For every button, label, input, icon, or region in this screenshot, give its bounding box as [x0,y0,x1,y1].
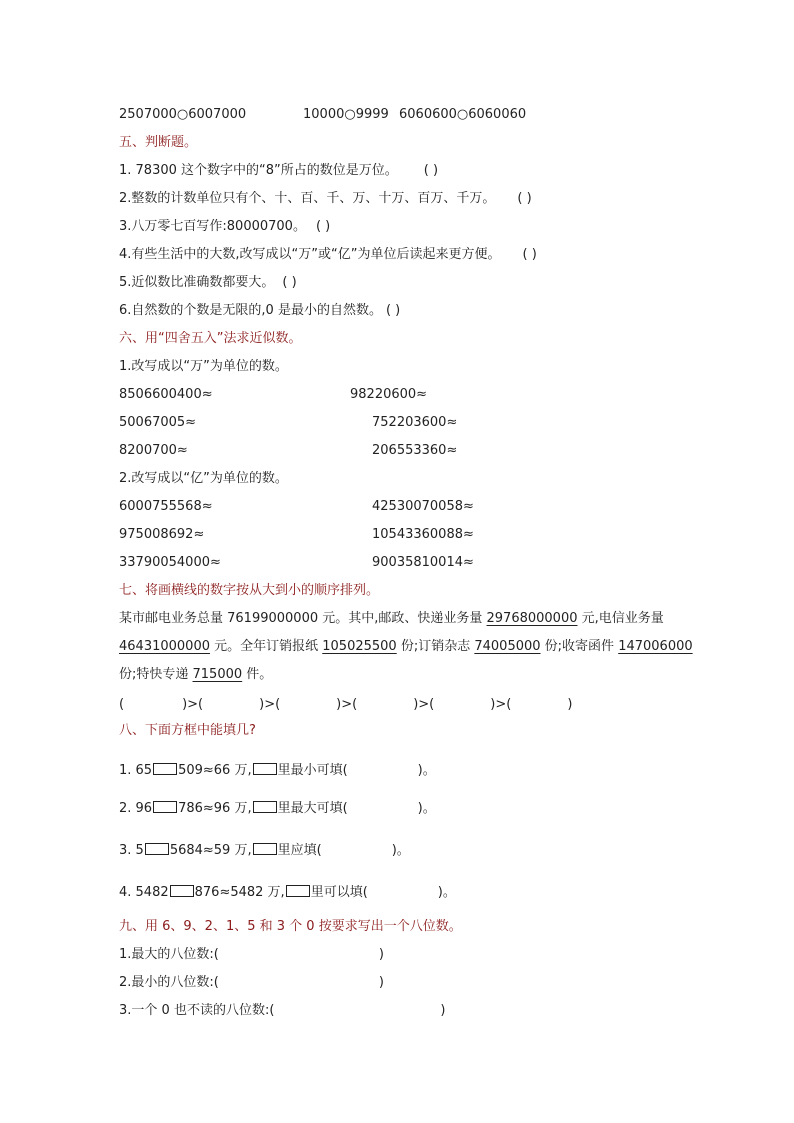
judge-item-1: 1. 78300 这个数字中的“8”所占的数位是万位。 ( ) [119,163,439,178]
approx-item: 8506600400≈ [119,387,213,402]
compare-3: 6060600○6060060 [399,107,527,122]
answer-paren[interactable]: ( ) [517,191,532,206]
judge-item-3: 3.八万零七百写作:80000700。 ( ) [119,219,331,234]
section-5-title: 五、判断题。 [119,135,198,150]
approx-item: 8200700≈ [119,443,188,458]
answer-paren[interactable]: ( ) [282,275,297,290]
judge-item-2: 2.整数的计数单位只有个、十、百、千、万、十万、百万、千万。 ( ) [119,191,532,206]
sub-title-wan: 1.改写成以“万”为单位的数。 [119,359,288,374]
eight-digit-item-1: 1.最大的八位数:( ) [119,947,384,962]
sub-title-yi: 2.改写成以“亿”为单位的数。 [119,471,288,486]
underlined-number: 147006000 [618,639,693,654]
box-item-3: 3. 5 5684≈59 万, 里应填( )。 [119,843,410,858]
approx-item: 42530070058≈ [372,499,474,514]
answer-paren[interactable]: ( ) [385,303,401,318]
approx-item: 90035810014≈ [372,555,474,570]
order-answer-row[interactable]: ( )>( )>( )>( )>( )>( ) [119,697,573,712]
approx-item: 975008692≈ [119,527,205,542]
paragraph-line-1: 某市邮电业务总量 76199000000 元。其中,邮政、快递业务量 29768000000 元,电信业务量 [119,611,664,626]
fill-box[interactable] [145,843,169,855]
answer-paren[interactable]: ( ) [315,219,331,234]
fill-box[interactable] [153,763,177,775]
approx-item: 10543360088≈ [372,527,474,542]
fill-box-icon [286,885,310,897]
box-item-1: 1. 65 509≈66 万, 里最小可填( )。 [119,763,436,778]
underlined-number: 105025500 [322,639,397,654]
fill-box[interactable] [170,885,194,897]
box-item-4: 4. 5482 876≈5482 万, 里可以填( )。 [119,885,456,900]
section-7-title: 七、将画横线的数字按从大到小的顺序排列。 [119,583,380,598]
fill-box-icon [253,801,277,813]
section-9-title: 九、用 6、9、2、1、5 和 3 个 0 按要求写出一个八位数。 [119,919,462,934]
approx-item: 50067005≈ [119,415,197,430]
section-6-title: 六、用“四舍五入”法求近似数。 [119,331,302,346]
section-8-title: 八、下面方框中能填几? [119,723,256,738]
box-item-2: 2. 96 786≈96 万, 里最大可填( )。 [119,801,436,816]
underlined-number: 29768000000 [486,611,578,626]
eight-digit-item-3: 3.一个 0 也不读的八位数:( ) [119,1003,446,1018]
answer-paren[interactable]: ( ) [522,247,537,262]
judge-item-5: 5.近似数比准确数都要大。 ( ) [119,275,297,290]
approx-item: 33790054000≈ [119,555,221,570]
judge-item-6: 6.自然数的个数是无限的,0 是最小的自然数。 ( ) [119,303,401,318]
fill-box[interactable] [153,801,177,813]
compare-1: 2507000○6007000 [119,107,247,122]
paragraph-line-3: 份;特快专递 715000 件。 [119,667,273,682]
approx-item: 6000755568≈ [119,499,213,514]
answer-paren[interactable]: ( ) [423,163,439,178]
underlined-number: 715000 [192,667,243,682]
approx-item: 98220600≈ [350,387,428,402]
approx-item: 206553360≈ [372,443,458,458]
compare-2: 10000○9999 [303,107,389,122]
fill-box-icon [253,843,277,855]
approx-item: 752203600≈ [372,415,458,430]
underlined-number: 46431000000 [119,639,210,654]
paragraph-line-2: 46431000000 元。全年订销报纸 105025500 份;订销杂志 74005000 份;收寄函件 147006000 [119,639,693,654]
underlined-number: 74005000 [474,639,541,654]
fill-box-icon [253,763,277,775]
eight-digit-item-2: 2.最小的八位数:( ) [119,975,384,990]
judge-item-4: 4.有些生活中的大数,改写成以“万”或“亿”为单位后读起来更方便。 ( ) [119,247,537,262]
